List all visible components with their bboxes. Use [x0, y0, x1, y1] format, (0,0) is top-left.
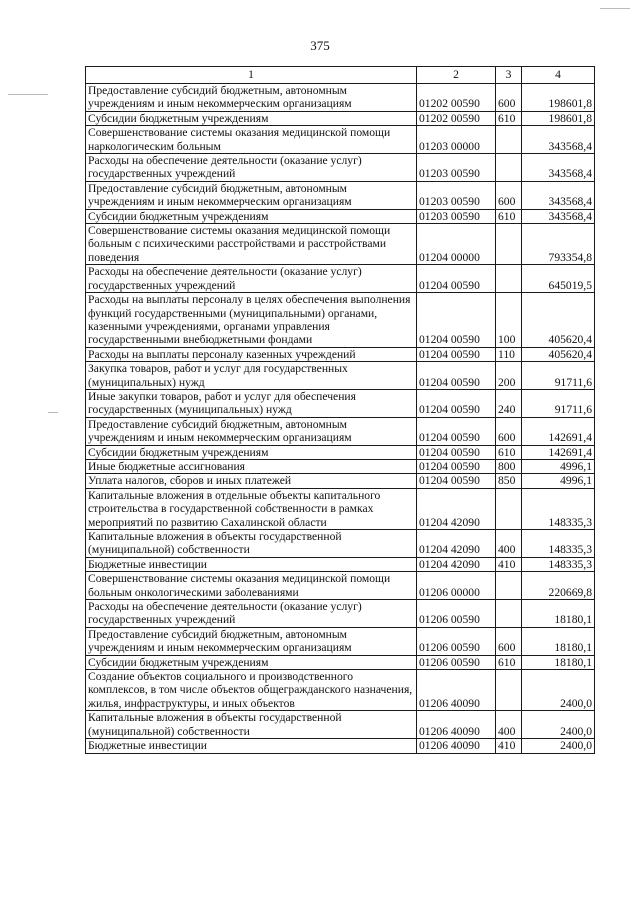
- row-name: Расходы на обеспечение деятельности (оказание услуг) государственных учреждений: [86, 265, 417, 293]
- row-amount: 343568,4: [522, 126, 595, 154]
- row-name: Бюджетные инвестиции: [86, 557, 417, 571]
- row-amount: 2400,0: [522, 670, 595, 711]
- row-type: [496, 224, 522, 265]
- row-type: 800: [496, 459, 522, 473]
- column-header: 2: [417, 67, 496, 84]
- column-header: 3: [496, 67, 522, 84]
- row-code: 01204 00590: [417, 293, 496, 348]
- row-name: Предоставление субсидий бюджетным, автономным учреждениям и иным некоммерческим организациям: [86, 627, 417, 655]
- row-name: Совершенствование системы оказания медицинской помощи больным онкологическими заболеваниями: [86, 572, 417, 600]
- row-type: 400: [496, 711, 522, 739]
- row-name: Совершенствование системы оказания медицинской помощи наркологическим больным: [86, 126, 417, 154]
- row-code: 01204 00590: [417, 459, 496, 473]
- row-amount: 405620,4: [522, 347, 595, 361]
- row-code: 01204 00590: [417, 474, 496, 488]
- row-amount: 343568,4: [522, 209, 595, 223]
- table-row: [86, 111, 595, 125]
- row-code: 01204 00590: [417, 389, 496, 417]
- table-row: [86, 445, 595, 459]
- row-name: Субсидии бюджетным учреждениям: [86, 209, 417, 223]
- table-row: [86, 600, 595, 628]
- table-row: [86, 181, 595, 209]
- table-row: [86, 417, 595, 445]
- scan-mark: [8, 94, 48, 95]
- row-type: 850: [496, 474, 522, 488]
- table-header-row: [86, 67, 595, 84]
- row-type: [496, 670, 522, 711]
- row-type: 610: [496, 209, 522, 223]
- table-row: [86, 670, 595, 711]
- row-type: 110: [496, 347, 522, 361]
- row-name: Совершенствование системы оказания медицинской помощи больным с психическими расстройствами и расстройствами поведения: [86, 224, 417, 265]
- row-name: Субсидии бюджетным учреждениям: [86, 445, 417, 459]
- row-type: 240: [496, 389, 522, 417]
- row-code: 01204 00000: [417, 224, 496, 265]
- row-amount: 2400,0: [522, 711, 595, 739]
- row-type: 410: [496, 739, 522, 753]
- row-name: Создание объектов социального и производственного комплексов, в том числе объектов общегражданского назначения, жилья, инфраструктуры, и иных объектов: [86, 670, 417, 711]
- row-type: [496, 126, 522, 154]
- table-row: [86, 572, 595, 600]
- row-code: 01204 00590: [417, 347, 496, 361]
- row-name: Уплата налогов, сборов и иных платежей: [86, 474, 417, 488]
- row-amount: 4996,1: [522, 459, 595, 473]
- row-amount: 18180,1: [522, 655, 595, 669]
- row-amount: 198601,8: [522, 111, 595, 125]
- row-amount: 18180,1: [522, 627, 595, 655]
- row-type: 610: [496, 111, 522, 125]
- row-type: 610: [496, 445, 522, 459]
- row-name: Субсидии бюджетным учреждениям: [86, 655, 417, 669]
- table-row: [86, 347, 595, 361]
- table-row: [86, 84, 595, 112]
- row-name: Капитальные вложения в объекты государственной (муниципальной) собственности: [86, 711, 417, 739]
- row-code: 01204 00590: [417, 265, 496, 293]
- table-row: [86, 265, 595, 293]
- budget-table: [85, 66, 595, 754]
- row-code: 01203 00590: [417, 209, 496, 223]
- row-name: Расходы на выплаты персоналу казенных учреждений: [86, 347, 417, 361]
- table-row: [86, 224, 595, 265]
- row-amount: 405620,4: [522, 293, 595, 348]
- table-row: [86, 389, 595, 417]
- row-type: [496, 265, 522, 293]
- row-amount: 343568,4: [522, 181, 595, 209]
- row-name: Капитальные вложения в объекты государственной (муниципальной) собственности: [86, 530, 417, 558]
- row-amount: 91711,6: [522, 389, 595, 417]
- table-row: [86, 488, 595, 529]
- row-type: 600: [496, 181, 522, 209]
- table-row: [86, 530, 595, 558]
- row-amount: 91711,6: [522, 362, 595, 390]
- row-code: 01203 00590: [417, 181, 496, 209]
- row-amount: 2400,0: [522, 739, 595, 753]
- row-amount: 793354,8: [522, 224, 595, 265]
- table-row: [86, 459, 595, 473]
- row-code: 01204 42090: [417, 530, 496, 558]
- row-name: Бюджетные инвестиции: [86, 739, 417, 753]
- row-amount: 148335,3: [522, 557, 595, 571]
- row-code: 01204 42090: [417, 488, 496, 529]
- row-type: [496, 572, 522, 600]
- table-row: [86, 711, 595, 739]
- row-code: 01204 00590: [417, 445, 496, 459]
- row-type: [496, 154, 522, 182]
- row-type: [496, 600, 522, 628]
- row-amount: 142691,4: [522, 445, 595, 459]
- row-code: 01203 00000: [417, 126, 496, 154]
- row-name: Предоставление субсидий бюджетным, автономным учреждениям и иным некоммерческим организациям: [86, 84, 417, 112]
- row-amount: 148335,3: [522, 530, 595, 558]
- row-amount: 18180,1: [522, 600, 595, 628]
- row-name: Субсидии бюджетным учреждениям: [86, 111, 417, 125]
- table-row: [86, 209, 595, 223]
- table-row: [86, 154, 595, 182]
- row-name: Иные бюджетные ассигнования: [86, 459, 417, 473]
- row-code: 01206 00590: [417, 600, 496, 628]
- column-header: 1: [86, 67, 417, 84]
- table-row: [86, 293, 595, 348]
- row-name: Закупка товаров, работ и услуг для государственных (муниципальных) нужд: [86, 362, 417, 390]
- row-amount: 198601,8: [522, 84, 595, 112]
- row-code: 01206 00590: [417, 655, 496, 669]
- row-name: Предоставление субсидий бюджетным, автономным учреждениям и иным некоммерческим организациям: [86, 417, 417, 445]
- row-code: 01206 40090: [417, 711, 496, 739]
- row-name: Расходы на обеспечение деятельности (оказание услуг) государственных учреждений: [86, 154, 417, 182]
- row-code: 01203 00590: [417, 154, 496, 182]
- page-number: 375: [310, 38, 330, 53]
- table-row: [86, 474, 595, 488]
- row-amount: 220669,8: [522, 572, 595, 600]
- row-name: Иные закупки товаров, работ и услуг для обеспечения государственных (муниципальных) нужд: [86, 389, 417, 417]
- row-type: 400: [496, 530, 522, 558]
- row-amount: 148335,3: [522, 488, 595, 529]
- row-name: Расходы на обеспечение деятельности (оказание услуг) государственных учреждений: [86, 600, 417, 628]
- row-code: 01204 42090: [417, 557, 496, 571]
- table-row: [86, 655, 595, 669]
- row-name: Предоставление субсидий бюджетным, автономным учреждениям и иным некоммерческим организациям: [86, 181, 417, 209]
- row-code: 01204 00590: [417, 417, 496, 445]
- row-name: Капитальные вложения в отдельные объекты капитального строительства в государственной собственности в рамках мероприятий по развитию Сахалинской области: [86, 488, 417, 529]
- column-header: 4: [522, 67, 595, 84]
- table-row: [86, 627, 595, 655]
- row-amount: 4996,1: [522, 474, 595, 488]
- row-type: 100: [496, 293, 522, 348]
- row-name: Расходы на выплаты персоналу в целях обеспечения выполнения функций государственными (муниципальными) органами, казенными учреждениями, органами управления государственными внебюджетными фондами: [86, 293, 417, 348]
- row-type: 410: [496, 557, 522, 571]
- row-amount: 142691,4: [522, 417, 595, 445]
- row-amount: 645019,5: [522, 265, 595, 293]
- row-type: [496, 488, 522, 529]
- table-row: [86, 126, 595, 154]
- row-code: 01202 00590: [417, 84, 496, 112]
- row-code: 01206 00590: [417, 627, 496, 655]
- row-type: 600: [496, 417, 522, 445]
- scan-mark: [600, 8, 630, 9]
- row-type: 600: [496, 84, 522, 112]
- row-code: 01206 40090: [417, 670, 496, 711]
- row-code: 01206 00000: [417, 572, 496, 600]
- row-code: 01204 00590: [417, 362, 496, 390]
- table-body: [86, 84, 595, 754]
- row-code: 01202 00590: [417, 111, 496, 125]
- table-row: [86, 362, 595, 390]
- row-type: 600: [496, 627, 522, 655]
- row-type: 200: [496, 362, 522, 390]
- row-amount: 343568,4: [522, 154, 595, 182]
- scan-mark: [48, 412, 58, 413]
- table-row: [86, 739, 595, 753]
- row-code: 01206 40090: [417, 739, 496, 753]
- table-row: [86, 557, 595, 571]
- row-type: 610: [496, 655, 522, 669]
